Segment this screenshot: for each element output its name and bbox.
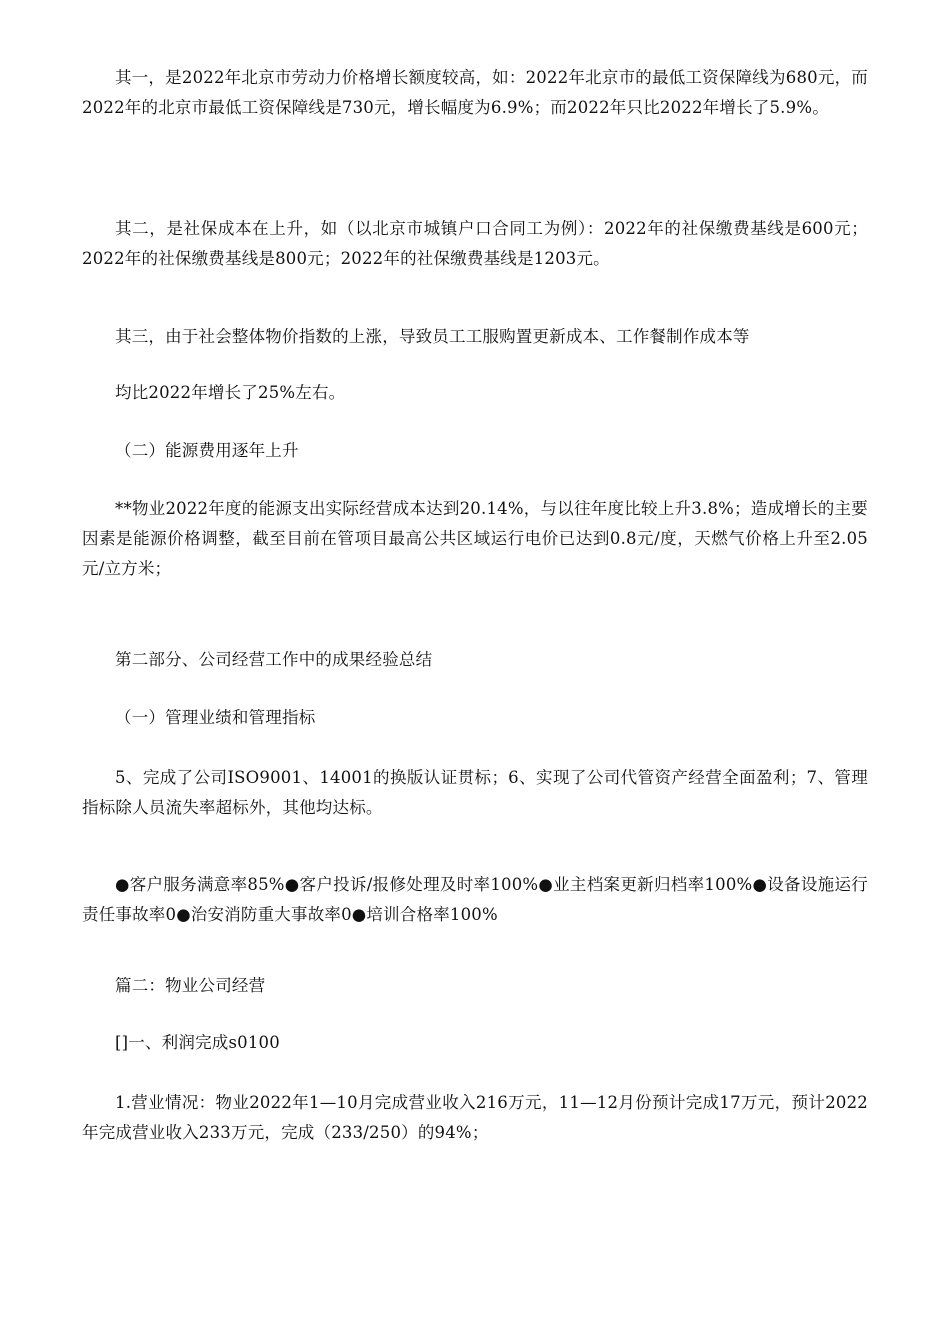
paragraph-rate-list: ●客户服务满意率85%●客户投诉/报修处理及时率100%●业主档案更新归档率100%●设备设施运行责任事故率0●治安消防重大事故率0●培训合格率100% [82, 875, 868, 924]
heading-energy-cost: （二）能源费用逐年上升 [115, 441, 299, 460]
paragraph-business-situation: 1.营业情况：物业2022年1—10月完成营业收入216万元，11—12月份预计完成17万元，预计2022年完成营业收入233万元，完成（233/250）的94%； [82, 1093, 868, 1142]
paragraph-social-security: 其二，是社保成本在上升，如（以北京市城镇户口合同工为例）：2022年的社保缴费基线是600元；2022年的社保缴费基线是800元；2022年的社保缴费基线是1203元。 [82, 219, 868, 268]
paragraph-energy-cost: **物业2022年度的能源支出实际经营成本达到20.14%，与以往年度比较上升3.8%；造成增长的主要因素是能源价格调整，截至目前在管项目最高公共区域运行电价已达到0.8元/度，天燃气价格上升至2.05元/立方米； [82, 499, 868, 578]
heading-article-two: 篇二：物业公司经营 [115, 976, 266, 995]
heading-profit-completion: []一、利润完成s0100 [115, 1033, 280, 1052]
paragraph-price-index: 其三，由于社会整体物价指数的上涨，导致员工工服购置更新成本、工作餐制作成本等 [115, 327, 750, 346]
paragraph-labor-cost: 其一，是2022年北京市劳动力价格增长额度较高，如：2022年北京市的最低工资保障线为680元，而2022年的北京市最低工资保障线是730元，增长幅度为6.9%；而2022年只比2022年增长了5.9%。 [82, 68, 868, 117]
paragraph-price-increase: 均比2022年增长了25%左右。 [115, 383, 346, 402]
heading-management-performance: （一）管理业绩和管理指标 [115, 708, 316, 727]
paragraph-management-indicators: 5、完成了公司ISO9001、14001的换版认证贯标；6、实现了公司代管资产经营全面盈利；7、管理指标除人员流失率超标外，其他均达标。 [82, 768, 868, 817]
heading-part-two: 第二部分、公司经营工作中的成果经验总结 [115, 650, 433, 669]
